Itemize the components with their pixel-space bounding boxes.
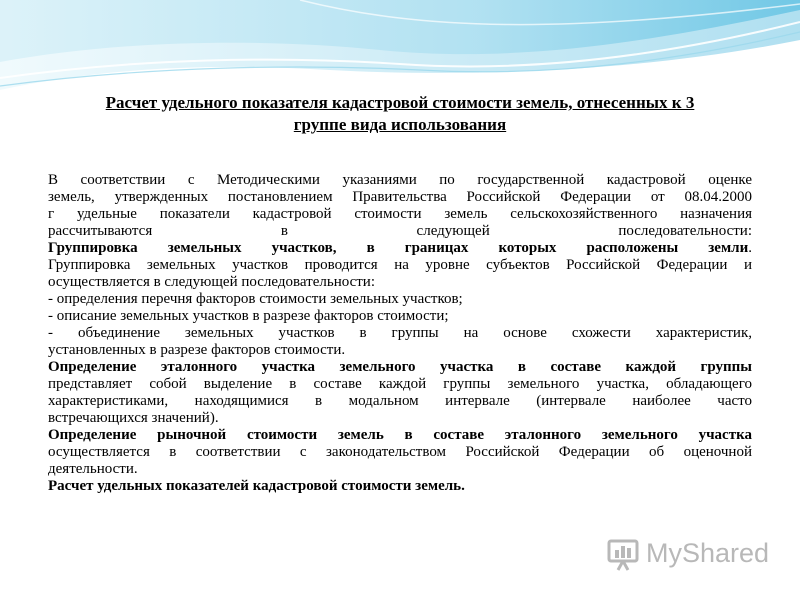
grouping-heading (48, 240, 752, 257)
myshared-logo-icon (606, 536, 642, 572)
slide-title (40, 92, 760, 136)
market-heading (48, 427, 752, 444)
market-text: осуществляется в соответствии с законодательством Российской Федерации об оценочной (48, 444, 752, 460)
grouping-text: Группировка земельных участков проводится на уровне субъектов Российской Федерации и (48, 257, 752, 273)
list-item: - описание земельных участков в разрезе факторов стоимости; (48, 308, 449, 324)
myshared-watermark (606, 536, 770, 574)
myshared-brand-text: MyShared (646, 538, 770, 568)
reference-text: характеристиками, находящимися в модальном интервале (интервале наиболее часто (48, 393, 752, 409)
intro-line: рассчитываются в следующей последовательности: (48, 223, 752, 239)
list-item: установленных в разрезе факторов стоимости. (48, 342, 346, 358)
list-item: - объединение земельных участков в группы на основе схожести характеристик, (48, 325, 752, 341)
final-heading-bold: Расчет удельных показателей кадастровой стоимости земель. (48, 478, 465, 494)
reference-heading-bold: Определение эталонного участка земельного участка в составе каждой группы (48, 359, 752, 375)
market-text: деятельности. (48, 461, 138, 477)
list-item: - определения перечня факторов стоимости земельных участков; (48, 291, 463, 307)
slide-title-line1: Расчет удельного показателя кадастровой стоимости земель, отнесенных к 3 (105, 93, 695, 112)
slide-title-line2: группе вида использования (293, 115, 507, 134)
grouping-heading-bold: Группировка земельных участков, в границах которых расположены земли (48, 240, 749, 256)
slide-body (48, 172, 752, 495)
market-heading-bold: Определение рыночной стоимости земель в составе эталонного земельного участка (48, 427, 752, 443)
intro-line: В соответствии с Методическими указаниями по государственной кадастровой оценке (48, 172, 752, 188)
reference-text: встречающихся значений). (48, 410, 219, 426)
intro-line: земель, утвержденных постановлением Правительства Российской Федерации от 08.04.2000 (48, 189, 752, 205)
grouping-text: осуществляется в следующей последовательности: (48, 274, 375, 290)
reference-text: представляет собой выделение в составе каждой группы земельного участка, обладающего (48, 376, 752, 392)
final-heading (48, 478, 752, 495)
reference-heading (48, 359, 752, 376)
intro-line: г удельные показатели кадастровой стоимости земель сельскохозяйственного назначения (48, 206, 752, 222)
grouping-heading-dot: . (748, 240, 752, 256)
